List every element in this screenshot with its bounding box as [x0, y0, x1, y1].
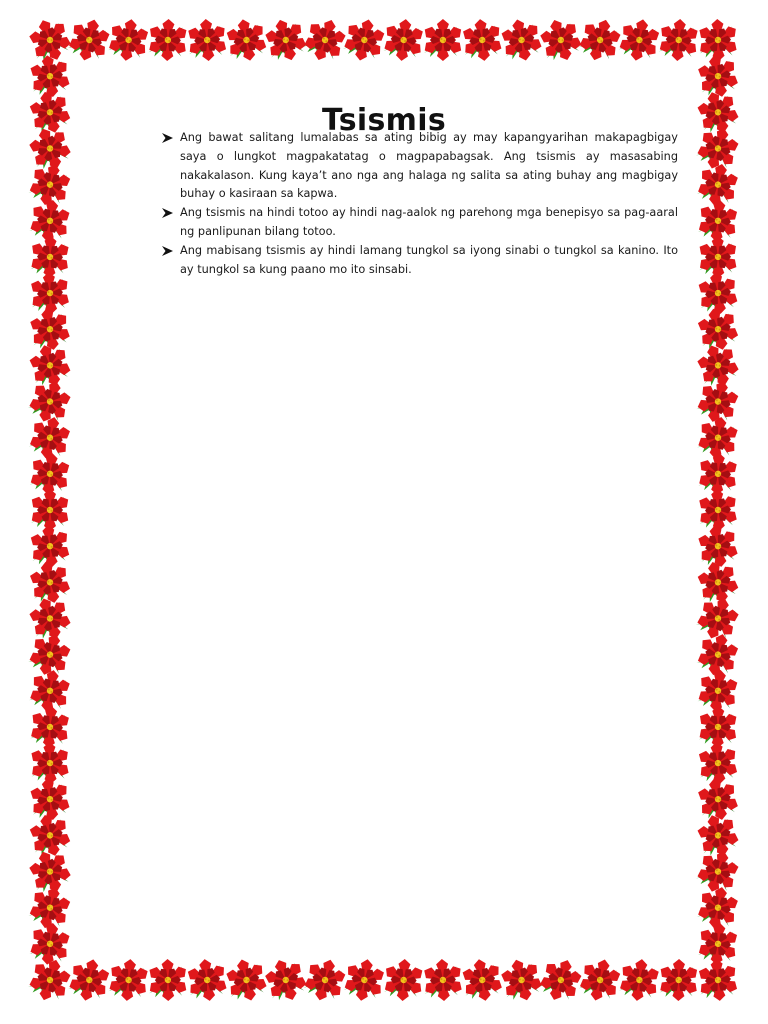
bullet-text: Ang tsismis na hindi totoo ay hindi nag-aalok ng parehong mga benepisyo sa pag-aaral ng panlipunan bilang totoo. [180, 206, 678, 238]
bullet-item [160, 204, 678, 242]
bullet-text: Ang bawat salitang lumalabas sa ating bibig ay may kapangyarihan makapagbigay saya o lungkot magpakatatag o magpapabagsak. Ang tsismis ay masasabing nakakalason. Kung kaya’t ano nga ang halaga ng salita sa ating buhay ang magbigay buhay o kasiraan sa kapwa. [180, 131, 678, 201]
bullet-item [160, 242, 678, 280]
bullet-item [160, 129, 678, 204]
bullet-list [160, 129, 678, 279]
bullet-text: Ang mabisang tsismis ay hindi lamang tungkol sa iyong sinabi o tungkol sa kanino. Ito ay tungkol sa kung paano mo ito sinsabi. [180, 243, 678, 276]
arrowhead-bullet-icon [161, 132, 174, 144]
arrowhead-bullet-icon [161, 245, 174, 257]
document-title: Tsismis [322, 103, 446, 139]
arrowhead-bullet-icon [161, 207, 174, 219]
